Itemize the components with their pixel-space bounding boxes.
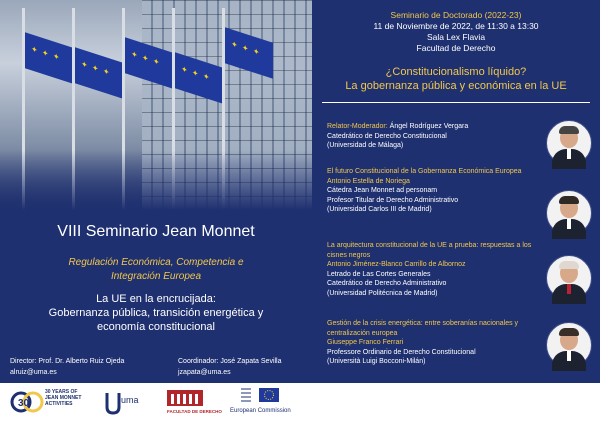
director-info [10, 356, 124, 378]
seminar-theme [0, 292, 312, 334]
director-email[interactable]: alruiz@uma.es [10, 369, 57, 376]
coordinator-email[interactable]: jzapata@uma.es [178, 369, 231, 376]
faculty-logo-icon [165, 388, 222, 418]
event-date: 11 de Noviembre de 2022, de 11:30 a 13:30 [373, 21, 539, 31]
coordinator-name: Coordinador: José Zapata Sevilla [178, 358, 282, 365]
director-name: Director: Prof. Dr. Alberto Ruiz Ojeda [10, 358, 125, 365]
speaker-name: Ángel Rodríguez Vergara [389, 123, 469, 130]
theme-line: La UE en la encrucijada: [96, 293, 216, 305]
hair-shape [559, 328, 579, 336]
subtitle-line: Integración Europea [110, 271, 202, 282]
speaker-detail: Profesor Titular de Derecho Administrativo [327, 196, 459, 204]
speaker-name: Antonio Jiménez-Blanco Carrillo de Albornoz [327, 261, 466, 268]
talk-title: La arquitectura constitucional de la UE a prueba: respuestas a los cisnes negros [327, 242, 532, 259]
jean-monnet-logo-text: 30 YEARS OF JEAN MONNET ACTIVITIES [45, 389, 82, 407]
divider [322, 102, 590, 103]
speaker-photo [546, 190, 592, 236]
european-commission-logo-icon [237, 387, 299, 407]
hair-shape [559, 126, 579, 134]
event-header [312, 10, 600, 54]
speaker-detail: (Universidad de Málaga) [327, 142, 404, 149]
event-faculty: Facultad de Derecho [416, 43, 496, 53]
talk-title: Gestión de la crisis energética: entre soberanías nacionales y centralización europea [327, 320, 519, 337]
talk-title: El futuro Constitucional de la Gobernanza Económica Europea [327, 168, 522, 175]
uma-logo-text: uma [121, 395, 139, 405]
speaker-block [327, 319, 537, 367]
speaker-detail: Letrado de Las Cortes Generales [327, 270, 431, 278]
speaker-name: Giuseppe Franco Ferrari [327, 339, 404, 346]
hair-shape [559, 261, 579, 269]
speaker-detail: Catedrático de Derecho Administrativo [327, 280, 447, 287]
hair-shape [559, 196, 579, 204]
eu-flag-icon [25, 32, 73, 84]
subtitle-line: Regulación Económica, Competencia e [68, 257, 244, 268]
event-question [312, 65, 600, 93]
tie-shape [567, 219, 571, 229]
seminar-title: VIII Seminario Jean Monnet [57, 223, 255, 240]
speaker-detail: Professore Ordinario de Derecho Constitucional [327, 348, 476, 356]
speaker-photo [546, 322, 592, 368]
right-panel [312, 0, 600, 383]
european-commission-text: European Commission [230, 408, 291, 414]
speaker-detail: Catedrático de Derecho Constitucional [327, 132, 447, 140]
jean-monnet-logo-icon [10, 386, 44, 418]
theme-line: Gobernanza pública, transición energética y [48, 307, 264, 319]
eu-flags-photo [0, 0, 312, 210]
speaker-name: Antonio Estella de Noriega [327, 177, 410, 185]
faculty-logo-text: FACULTAD DE DERECHO [167, 409, 222, 414]
left-panel [0, 0, 312, 383]
speaker-role: Relator-Moderador: [327, 123, 388, 130]
photo-fade [0, 150, 312, 210]
speaker-block [327, 122, 537, 151]
speaker-detail: (Universidad Carlos III de Madrid) [327, 206, 432, 213]
event-room: Sala Lex Flavia [426, 32, 486, 42]
tie-shape [567, 284, 571, 294]
svg-text:30: 30 [18, 398, 30, 409]
coordinator-info [178, 356, 282, 378]
question-line: La gobernanza pública y económica en la UE [345, 80, 567, 92]
speaker-photo [546, 255, 592, 301]
speaker-photo [546, 120, 592, 166]
speaker-detail: (Universidad Politécnica de Madrid) [327, 289, 438, 297]
logo-footer [0, 383, 600, 423]
speaker-detail: (Università Luigi Bocconi-Milán) [327, 358, 426, 365]
seminar-subtitle [0, 256, 312, 284]
uma-logo-icon [103, 389, 137, 417]
tie-shape [567, 149, 571, 159]
tie-shape [567, 351, 571, 361]
speaker-detail: Cátedra Jean Monnet ad personam [327, 187, 438, 194]
event-type: Seminario de Doctorado (2022-23) [390, 10, 522, 20]
speaker-block [327, 167, 537, 215]
question-line: ¿Constitucionalismo líquido? [385, 66, 527, 78]
theme-line: economía constitucional [96, 321, 215, 333]
eu-flag-icon [75, 47, 123, 99]
speaker-block [327, 241, 537, 298]
